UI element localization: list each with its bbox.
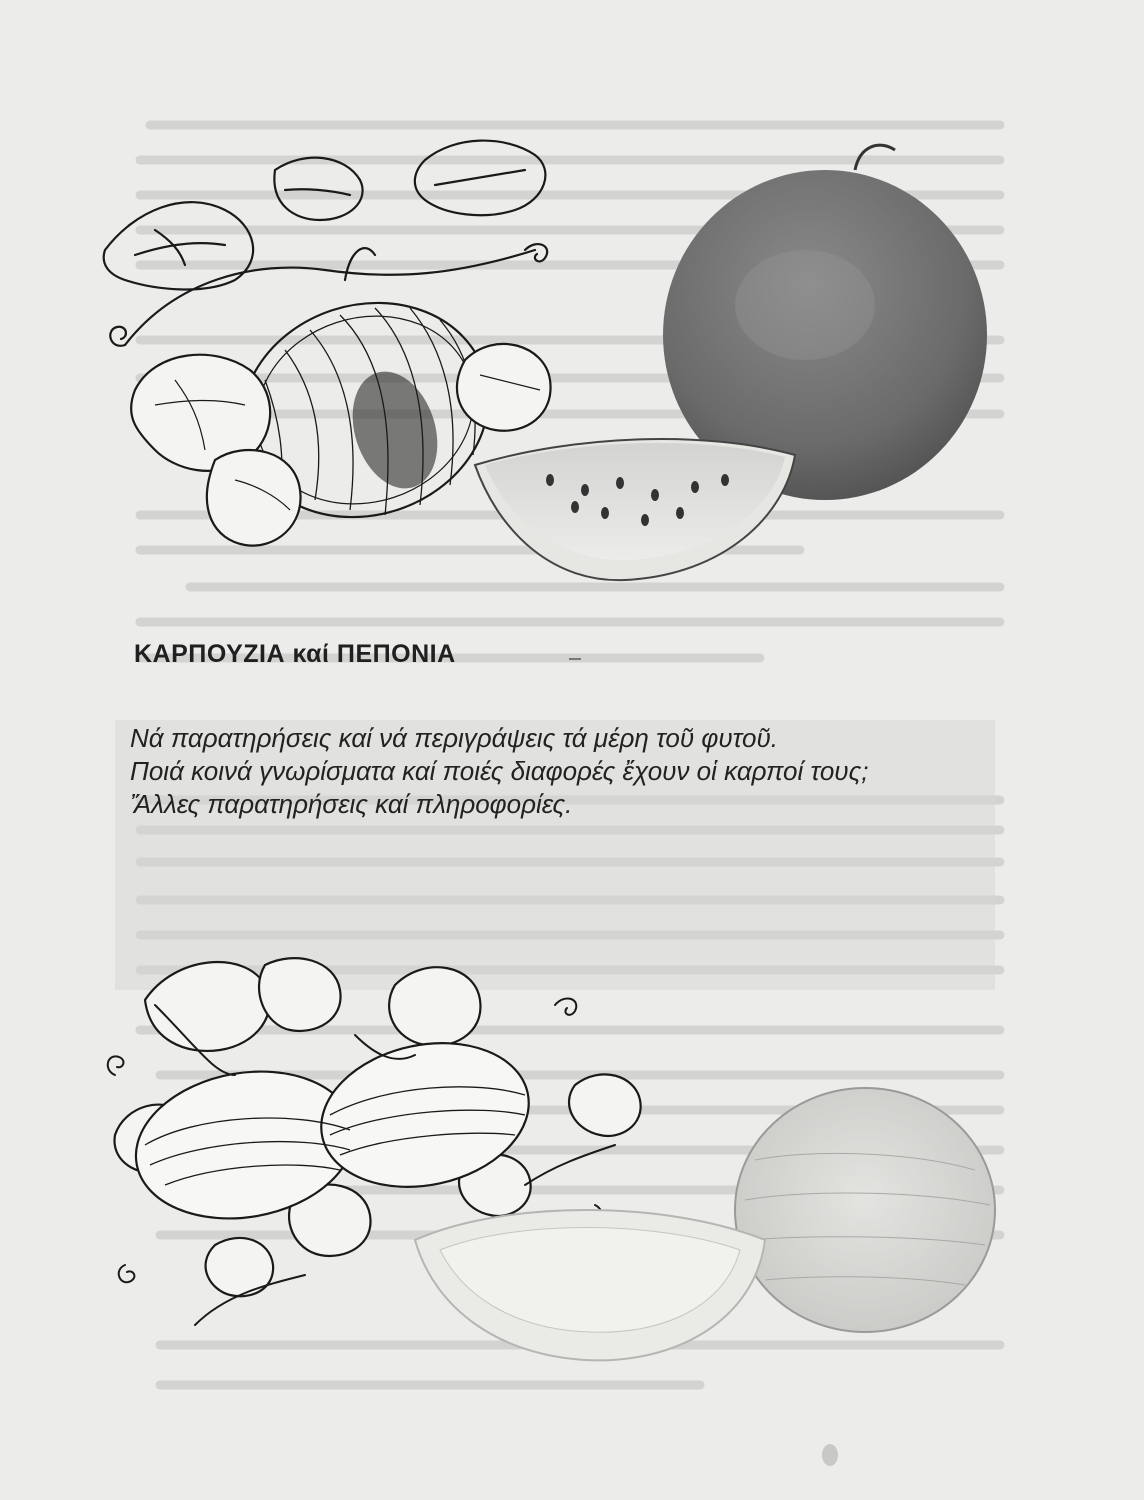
smudge-mark bbox=[815, 1440, 845, 1470]
print-mark bbox=[568, 656, 582, 662]
section-heading bbox=[134, 640, 456, 669]
heading-conjunction: καί bbox=[292, 640, 330, 668]
heading-melons: ΠΕΠΟΝΙΑ bbox=[336, 640, 456, 668]
melon-with-slice bbox=[405, 1060, 1005, 1380]
question-1: Νά παρατηρήσεις καί νά περιγράψεις τά μέρη τοῦ φυτοῦ. bbox=[130, 723, 778, 753]
observation-questions bbox=[130, 722, 1010, 821]
question-2: Ποιά κοινά γνωρίσματα καί ποιές διαφορές ἔχουν οἱ καρποί τους; bbox=[130, 756, 869, 786]
watermelon-with-slice bbox=[455, 135, 1015, 595]
question-3: Ἄλλες παρατηρήσεις καί πληροφορίες. bbox=[130, 789, 573, 819]
heading-watermelons: ΚΑΡΠΟΥΖΙΑ bbox=[134, 640, 286, 668]
